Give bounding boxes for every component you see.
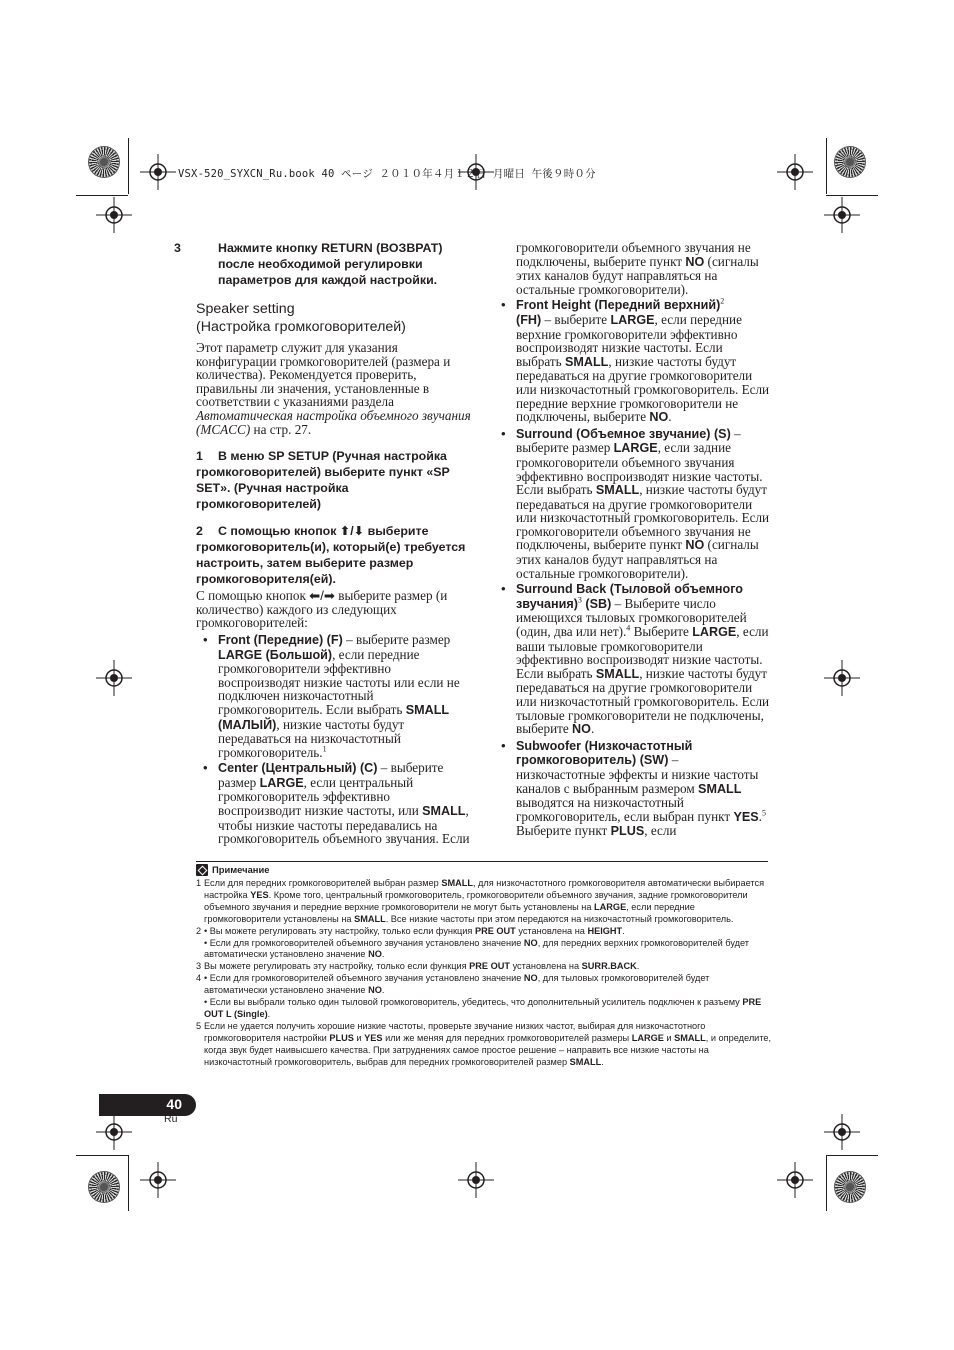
footnote-ref: 5	[761, 808, 766, 818]
registration-mark-icon	[96, 197, 132, 233]
note-text: .	[381, 949, 385, 960]
body-text: – выберите	[541, 311, 611, 327]
right-column	[494, 241, 770, 839]
list-item-center	[196, 761, 472, 846]
crop-mark	[76, 1155, 128, 1156]
speaker-list-right	[494, 298, 770, 839]
body-text: , если центральный громкоговоритель эффективно воспроизводит низкие частоты, или	[218, 774, 423, 819]
note-text: .	[622, 925, 625, 936]
note-text: , если передние громкоговорители установлены на	[204, 901, 695, 924]
note-keyword: PRE OUT	[474, 925, 516, 936]
footnote-2a	[196, 926, 772, 938]
note-text: , для передних верхних громкоговорителей будет автоматически установлено значение	[204, 937, 750, 960]
body-text: , чтобы низкие частоты передавались на громкоговоритель объемного звучания. Если	[218, 803, 470, 847]
note-text: . Все низкие частоты при этом передаются на низкочастотный громкоговоритель.	[385, 913, 734, 924]
note-text: • Если для громкоговорителей объемного звучания установлено значение	[204, 973, 524, 984]
note-text: • Если вы выбрали только один тыловой громкоговоритель, убедитесь, что дополнительный усилитель подключен к разъему	[204, 997, 743, 1008]
plus-value: PLUS	[610, 824, 645, 839]
footnote-5	[196, 1021, 772, 1069]
step-text: В меню SP SETUP (Ручная настройка громкоговорителей) выберите пункт «SP SET». (Ручная настройка громкоговорителей)	[196, 449, 450, 512]
crop-mark	[826, 195, 878, 196]
list-item-front-height	[494, 298, 770, 424]
note-text: • Если для громкоговорителей объемного звучания установлено значение	[204, 937, 524, 948]
body-text: – Выберите число имеющихся тыловых громкоговорителей (один, два или нет).	[516, 595, 747, 640]
note-text: .	[267, 1008, 271, 1019]
large-value: LARGE (Большой)	[218, 647, 333, 662]
body-text: , если передние громкоговорители эффективно воспроизводят низкие частоты или если не подключен низкочастотный громкоговоритель. Если выбрать	[218, 646, 460, 717]
section-heading	[196, 300, 472, 336]
front-label: Front (Передние)	[218, 632, 324, 647]
body-text: – выберите размер	[218, 760, 444, 790]
body-text: С помощью кнопок	[196, 588, 306, 604]
body-text: – выберите размер	[516, 425, 741, 456]
intro-tail: на стр. 27.	[250, 421, 312, 437]
note-keyword: NO	[368, 985, 382, 996]
book-running-header: VSX-520_SYXCN_Ru.book 40 ページ ２０１０年４月１２日 月曜日 午後９時０分	[178, 168, 596, 180]
color-rosette-mark	[835, 147, 865, 177]
paren: (	[516, 312, 521, 327]
registration-mark-icon	[140, 154, 176, 190]
paren: (	[636, 753, 644, 768]
note-text: .	[381, 985, 385, 996]
no-value: NO	[572, 722, 591, 737]
paren: )	[338, 632, 343, 647]
note-keyword: NO	[523, 973, 538, 984]
crop-mark	[826, 138, 827, 194]
note-text: установлена на	[510, 961, 582, 972]
intro-text: Этот параметр служит для указания конфигурации громкоговорителей (размера и количества). Рекомендуется проверить, правильны ли значения, установленные в соответствии с указаниями раздела	[196, 340, 451, 410]
up-down-arrows-icon: ⬆/⬇	[339, 524, 365, 539]
registration-mark-icon	[140, 1162, 176, 1198]
section-title-en: Speaker setting	[196, 301, 295, 317]
step-text: выберите громкоговоритель(и), который(е) требуется настроить, затем выберите размер громкоговорителя(ей).	[196, 524, 466, 587]
note-text: и	[663, 1032, 675, 1043]
registration-mark-icon	[824, 1114, 860, 1150]
registration-mark-icon	[777, 1162, 813, 1198]
small-value: SMALL (МАЛЫЙ)	[218, 702, 449, 732]
note-keyword: NO	[368, 949, 382, 960]
paren: (	[356, 761, 365, 776]
small-value: SMALL	[595, 666, 640, 681]
fh-code: FH	[520, 312, 537, 327]
body-text: , низкие частоты будут передаваться на низкочастотный громкоговоритель.	[218, 716, 405, 760]
note-text: .	[636, 961, 640, 972]
crop-mark	[76, 195, 128, 196]
crop-mark	[826, 1155, 827, 1211]
note-keyword: SMALL	[354, 913, 386, 924]
surround-label: Surround (Объемное звучание)	[516, 426, 711, 441]
page-number-badge	[99, 1094, 196, 1116]
section-title-ru: (Настройка громкоговорителей)	[196, 319, 406, 335]
small-value: SMALL	[422, 804, 466, 819]
footnote-ref: 3	[577, 595, 582, 605]
front-height-label: Front Height (Передний верхний)	[516, 298, 721, 313]
footnote-number: 1	[196, 878, 202, 888]
note-keyword: LARGE	[631, 1032, 664, 1043]
footnote-ref: 1	[322, 744, 327, 754]
small-value: SMALL	[595, 483, 640, 498]
notes-section	[196, 864, 772, 1069]
note-text: Вы можете регулировать эту настройку, только если функция	[204, 961, 470, 972]
note-icon	[196, 864, 208, 876]
paren: )	[537, 312, 542, 327]
note-text: или же меняя для передних громкоговорителей размеры	[382, 1032, 632, 1043]
notes-title: Примечание	[212, 864, 270, 876]
body-text: , если	[644, 823, 677, 839]
body-text: , низкие частоты будут передаваться на другие громкоговорители или низкочастотный громкоговоритель. Если громкоговорители объемного звучания не подключены, выберите пункт	[516, 482, 770, 553]
registration-mark-icon	[458, 1162, 494, 1198]
no-value: NO	[685, 538, 705, 553]
surround-back-label: Surround Back (Тыловой объемного звучания)	[516, 582, 743, 611]
note-keyword: NO	[523, 937, 538, 948]
body-text: Выберите	[630, 624, 693, 640]
note-text: Если для передних громкоговорителей выбран размер	[204, 878, 442, 888]
footnote-ref: 2	[720, 296, 725, 306]
step-3	[174, 240, 472, 288]
note-keyword: HEIGHT	[587, 925, 623, 936]
registration-mark-icon	[824, 197, 860, 233]
no-value: NO	[649, 410, 669, 425]
body-text: выводятся на низкочастотный громкоговоритель, если выбран пункт	[516, 795, 734, 824]
registration-mark-icon	[96, 660, 132, 696]
mcacc-link-text: Автоматическая настройка объемного звучания (MCACC)	[196, 407, 471, 437]
step-number: 3	[174, 241, 181, 255]
footnote-number: 2	[196, 925, 202, 936]
note-text: и	[353, 1032, 365, 1043]
note-text: . Кроме того, центральный громкоговоритель, громкоговорители объемного звучания, задние громкоговорители объемного звучания и передние верхние громкоговорители не могут быть установлены на	[204, 889, 748, 912]
list-item-front	[196, 633, 472, 759]
note-keyword: YES	[250, 889, 269, 900]
paren: )	[607, 596, 612, 611]
paren: )	[664, 753, 669, 768]
note-keyword: SMALL	[569, 1056, 602, 1067]
body-text: – низкочастотные эффекты и низкие частоты каналов с выбранным размером	[516, 752, 759, 796]
sw-code: SW	[643, 753, 665, 768]
crop-mark	[128, 138, 129, 194]
body-text: Выберите пункт	[516, 823, 611, 839]
s-code: S	[718, 426, 727, 441]
yes-value: YES	[733, 809, 759, 824]
paren: )	[726, 426, 731, 441]
body-text: , если задние громкоговорители объемного звучания эффективно воспроизводят низкие частоты. Если выбрать	[516, 440, 763, 498]
center-code: C	[364, 761, 374, 776]
note-keyword: PRE OUT L (Single)	[204, 997, 762, 1019]
footnote-ref: 4	[626, 623, 631, 633]
subwoofer-label: Subwoofer (Низкочастотный громкоговоритель)	[516, 738, 693, 768]
body-text: громкоговорители объемного звучания не подключены, выберите пункт	[516, 240, 751, 269]
color-rosette-mark	[89, 1172, 119, 1202]
body-text: .	[668, 409, 672, 425]
paren: (	[710, 426, 719, 441]
large-value: LARGE	[610, 312, 655, 327]
footnote-4b	[196, 997, 772, 1021]
paren: )	[373, 761, 378, 776]
small-value: SMALL	[564, 354, 609, 369]
registration-mark-icon	[824, 660, 860, 696]
crop-mark	[826, 1155, 878, 1156]
color-rosette-mark	[835, 1172, 865, 1202]
note-text: , для тыловых громкоговорителей будет автоматически установлено значение	[204, 973, 710, 996]
body-text: , низкие частоты будут передаваться на другие громкоговорители или низкочастотный громкоговоритель. Если тыловые громкоговорители не подключены, выберите	[516, 665, 770, 737]
paren: (	[581, 596, 590, 611]
note-text: установлена на	[515, 925, 588, 936]
notes-divider	[196, 861, 768, 862]
page-number: 40	[166, 1096, 182, 1112]
large-value: LARGE	[692, 625, 737, 640]
paren: (	[323, 632, 331, 647]
body-text: , низкие частоты будут передаваться на другие громкоговорители или низкочастотный громкоговоритель. Если передние верхние громкоговорители не подключены, выберите	[516, 353, 770, 425]
no-value: NO	[685, 254, 705, 269]
note-text: .	[601, 1056, 604, 1067]
large-value: LARGE	[613, 441, 658, 456]
color-rosette-mark	[89, 147, 119, 177]
step-2	[196, 523, 472, 587]
note-keyword: SMALL	[674, 1032, 706, 1043]
left-right-arrows-icon: ⬅/➡	[309, 588, 335, 604]
footnote-4a	[196, 973, 772, 997]
body-text: , если передние верхние громкоговорители эффективно воспроизводят низкие частоты. Если выбрать	[516, 311, 742, 369]
body-text: (сигналы этих каналов будут направляться на остальные громкоговорители).	[516, 253, 759, 297]
step-number: 2	[196, 524, 203, 539]
note-keyword: YES	[364, 1032, 383, 1043]
notes-header	[196, 864, 772, 876]
body-text: – выберите размер	[342, 631, 451, 647]
footnote-number: 5	[196, 1020, 202, 1031]
footnote-3	[196, 961, 772, 973]
note-keyword: SMALL	[441, 878, 473, 888]
step-2-body	[196, 589, 472, 630]
intro-paragraph	[196, 341, 472, 436]
continued-text	[494, 241, 770, 296]
list-item-subwoofer: • Subwoofer (Низкочастотный громкоговоритель) (SW) – низкочастотные эффекты и низкие частоты каналов с выбранным размером SMALL выводятся на низкочастотный громкоговоритель, если выбран пункт YES.$^5$ Выберите пункт PLUS, если	[494, 739, 770, 839]
step-1	[196, 448, 472, 512]
note-text: • Вы можете регулировать эту настройку, только если функция	[204, 925, 475, 936]
front-code: F	[330, 632, 339, 647]
small-value: SMALL	[698, 781, 742, 796]
footnote-number: 3	[196, 961, 202, 972]
registration-mark-icon	[96, 1114, 132, 1150]
page-language: Ru	[164, 1113, 178, 1125]
sb-code: SB	[589, 596, 608, 611]
note-text: , для низкочастотного громкоговорителя автоматически выбирается настройка	[204, 878, 765, 900]
body-text: выберите размер (и количество) каждого из следующих громкоговорителей:	[196, 588, 448, 631]
footnote-1	[196, 878, 772, 926]
left-column	[174, 240, 472, 847]
list-item-surround	[494, 427, 770, 581]
step-number: 1	[196, 449, 203, 464]
large-value: LARGE	[259, 775, 304, 790]
note-keyword: PLUS	[329, 1032, 354, 1043]
note-keyword: SURR.BACK	[581, 961, 637, 972]
crop-mark	[128, 1155, 129, 1211]
note-keyword: LARGE	[594, 901, 627, 912]
footnote-2b	[196, 938, 772, 962]
registration-mark-icon	[777, 154, 813, 190]
step-text: Нажмите кнопку RETURN (ВОЗВРАТ) после необходимой регулировки параметров для каждой настройки.	[218, 241, 443, 287]
body-text: , если ваши тыловые громкоговорители эффективно воспроизводят низкие частоты. Если выбрать	[516, 624, 769, 681]
list-item-surround-back	[494, 582, 770, 737]
note-text: Если не удается получить хорошие низкие частоты, проверьте звучание низких частот, выбирая для низкочастотного громкоговорителя настройки	[204, 1020, 706, 1043]
note-keyword: PRE OUT	[469, 961, 511, 972]
body-text: .	[590, 721, 595, 737]
footnote-number: 4	[196, 973, 202, 984]
body-text: (сигналы этих каналов будут направляться на остальные громкоговорители).	[516, 537, 759, 581]
speaker-list-left	[196, 633, 472, 846]
note-text: , и определите, когда звук будет наивысшего качества. При затруднениях самое простое решение – направить все низкие частоты на низкочастотный громкоговоритель, выбрав для передних громкоговорителей размер	[204, 1032, 772, 1067]
center-label: Center (Центральный)	[218, 761, 357, 776]
step-text: С помощью кнопок	[218, 524, 337, 539]
